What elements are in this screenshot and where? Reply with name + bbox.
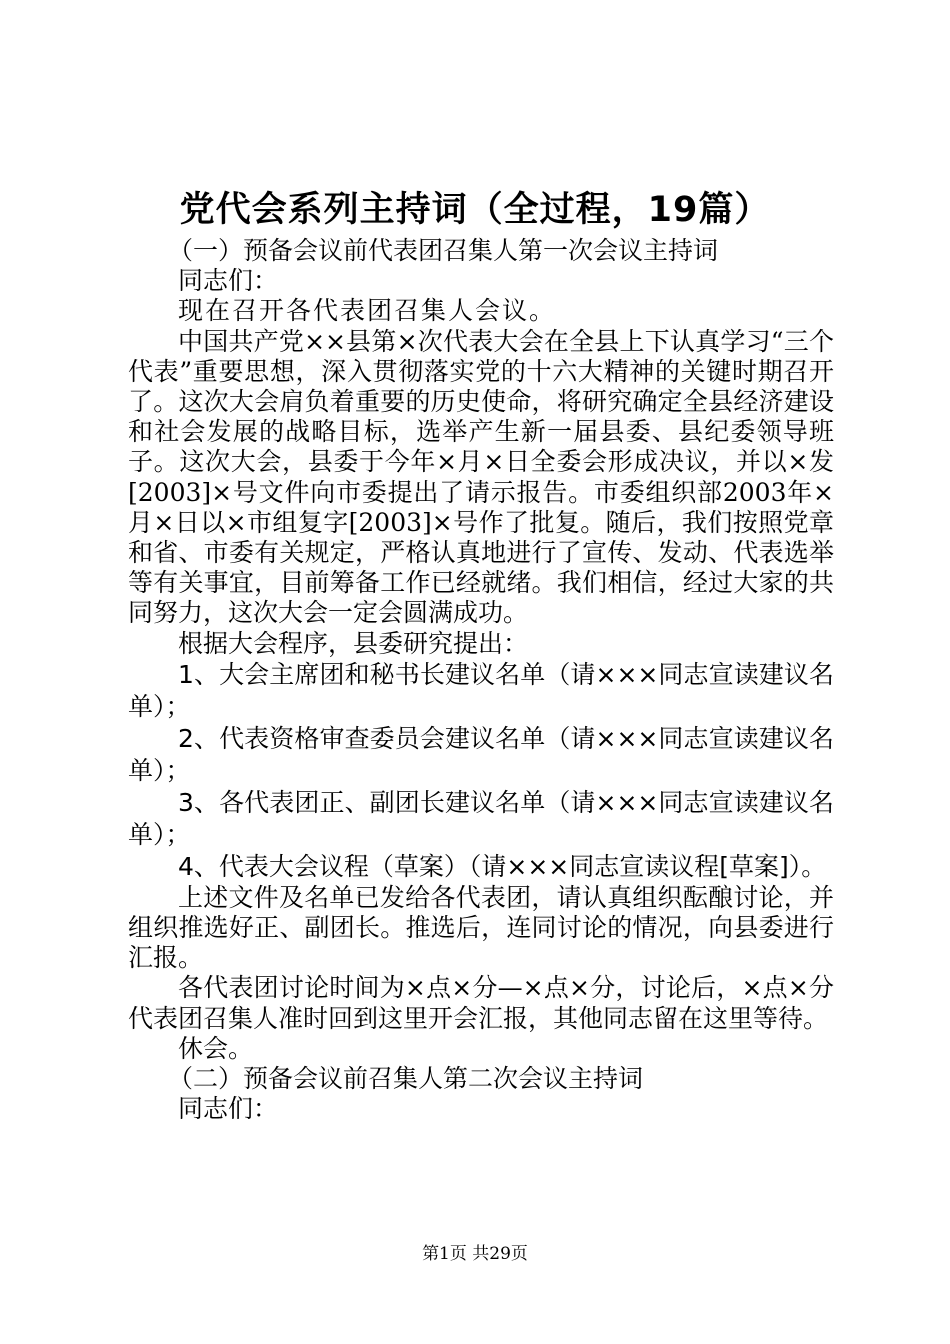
list-item-2: 2、代表资格审查委员会建议名单（请×××同志宣读建议名单）； [128, 723, 834, 785]
paragraph-discussion: 上述文件及名单已发给各代表团，请认真组织酝酿讨论，并组织推选好正、副团长。推选后，连同讨论的情况，向县委进行汇报。 [128, 882, 834, 973]
section-heading-1: （一）预备会议前代表团召集人第一次会议主持词 [168, 236, 719, 265]
document-body [128, 236, 834, 1124]
list-item-1: 1、大会主席团和秘书长建议名单（请×××同志宣读建议名单）； [128, 659, 834, 721]
document-title: 党代会系列主持词（全过程，19篇） [179, 190, 771, 230]
page-footer: 第1页 共29页 [422, 1244, 528, 1264]
paragraph-adjourn: 休会。 [178, 1033, 254, 1063]
salutation-2: 同志们： [178, 1094, 279, 1124]
paragraph-procedure: 根据大会程序，县委研究提出： [178, 628, 529, 658]
paragraph-schedule: 各代表团讨论时间为×点×分—×点×分，讨论后，×点×分代表团召集人准时回到这里开会汇报，其他同志留在这里等待。 [128, 973, 834, 1033]
paragraph-background: 中国共产党××县第×次代表大会在全县上下认真学习“三个代表”重要思想，深入贯彻落实党的十六大精神的关键时期召开了。这次大会肩负着重要的历史使命，将研究确定全县经济建设和社会发展的战略目标，选举产生新一届县委、县纪委领导班子。这次大会，县委于今年×月×日全委会形成决议，并以×发[2003]×号文件向市委提出了请示报告。市委组织部2003年×月×日以×市组复字[2003]×号作了批复。随后，我们按照党章和省、市委有关规定，严格认真地进行了宣传、发动、代表选举等有关事宜，目前筹备工作已经就绪。我们相信，经过大家的共同努力，这次大会一定会圆满成功。 [128, 326, 834, 628]
paragraph-opening: 现在召开各代表团召集人会议。 [178, 296, 557, 326]
list-item-3: 3、各代表团正、副团长建议名单（请×××同志宣读建议名单）； [128, 787, 834, 849]
list-item-4: 4、代表大会议程（草案）（请×××同志宣读议程[草案]）。 [178, 851, 827, 881]
salutation: 同志们： [178, 266, 279, 296]
section-heading-2: （二）预备会议前召集人第二次会议主持词 [168, 1064, 644, 1094]
